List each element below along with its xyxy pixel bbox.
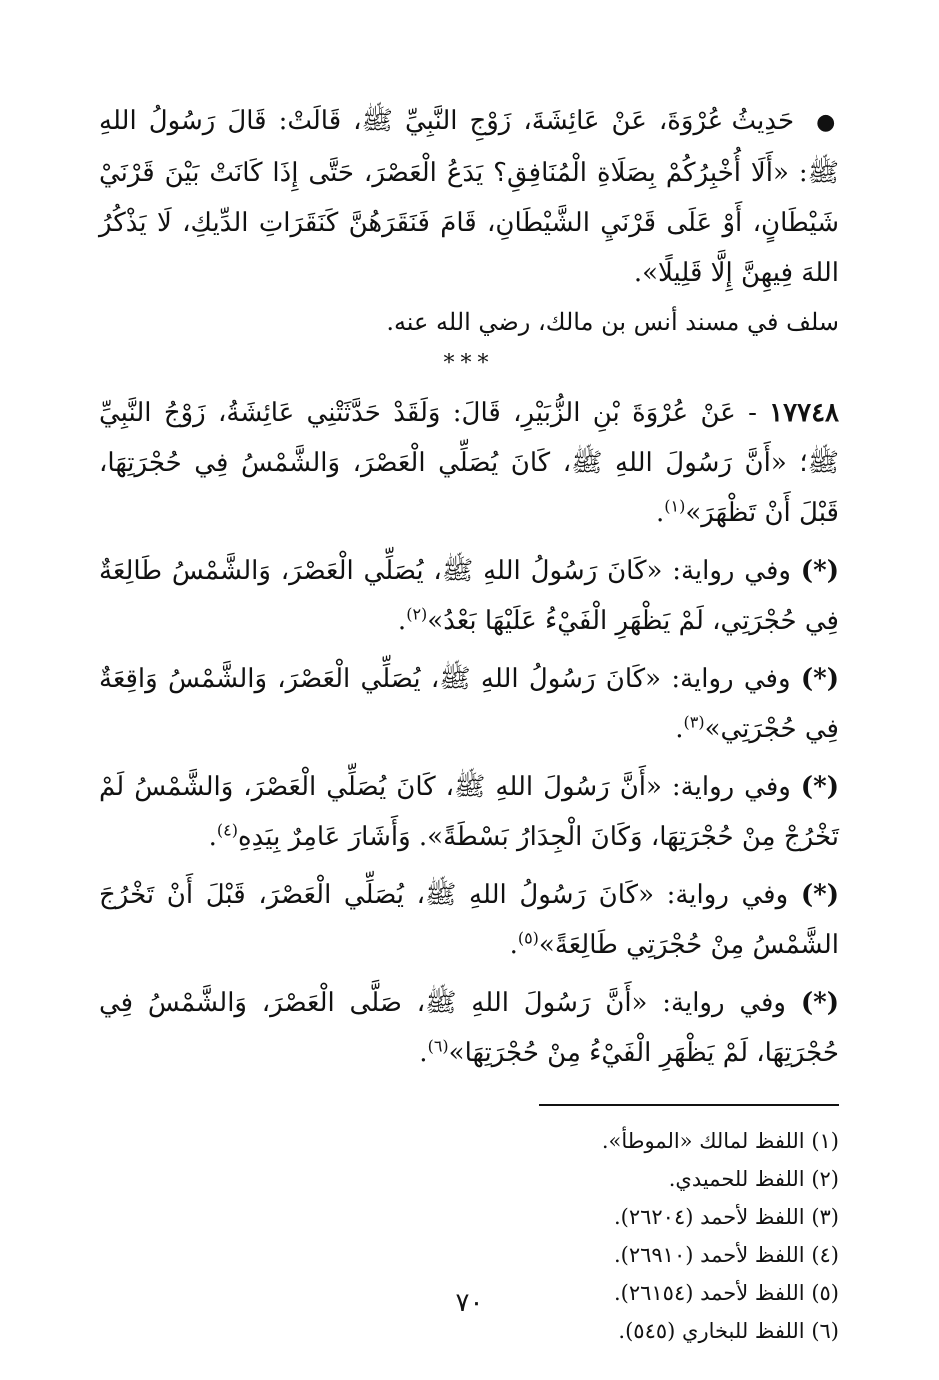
footnote-ref: (٥) <box>517 928 539 948</box>
footnote-ref: (٢) <box>406 604 428 624</box>
bullet-icon: ● <box>816 110 840 135</box>
riwaya-mark: (*) <box>800 772 839 802</box>
riwaya-text: وفي رواية: «أَنَّ رَسُولَ اللهِ ﷺ، كَانَ يُصَلِّي الْعَصْرَ، وَالشَّمْسُ لَمْ تَخْرُجْ مِنْ حُجْرَتِهَا، وَكَانَ الْجِدَارُ بَسْطَةً». وَأَشَارَ عَامِرٌ بِيَدِهِ <box>99 772 839 852</box>
footnote-ref: (٤) <box>216 820 238 840</box>
riwaya-paragraph: (*) وفي رواية: «كَانَ رَسُولُ اللهِ ﷺ، يُصَلِّي الْعَصْرَ، وَالشَّمْسُ وَاقِعَةٌ فِي حُجْرَتِي»$^{(٣)}$. <box>99 664 840 744</box>
riwaya-paragraph: (*) وفي رواية: «أَنَّ رَسُولَ اللهِ ﷺ، صَلَّى الْعَصْرَ، وَالشَّمْسُ فِي حُجْرَتِهَا، لَمْ يَظْهَرِ الْفَيْءُ مِنْ حُجْرَتِهَا»$^{(٦)}$. <box>99 988 840 1068</box>
intro-text: حَدِيثُ عُرْوَةَ، عَنْ عَائِشَةَ، زَوْجِ النَّبِيِّ ﷺ، قَالَتْ: قَالَ رَسُولُ اللهِ ﷺ: «أَلَا أُخْبِرُكُمْ بِصَلَاةِ الْمُنَافِقِ؟ يَدَعُ الْعَصْرَ، حَتَّى إِذَا كَانَتْ بَيْنَ قَرْنَيْ شَيْطَانٍ، أَوْ عَلَى قَرْنَيِ الشَّيْطَانِ، قَامَ فَنَقَرَهُنَّ كَنَقَرَاتِ الدِّيكِ، لَا يَذْكُرُ اللهَ فِيهِنَّ إِلَّا قَلِيلًا». <box>99 106 839 288</box>
footnote: (٣) اللفظ لأحمد (٢٦٢٠٤). <box>613 1205 839 1229</box>
footnote: (٤) اللفظ لأحمد (٢٦٩١٠). <box>613 1243 839 1267</box>
hadith-end: . <box>656 498 665 528</box>
intro-paragraph <box>99 96 839 298</box>
footnote-divider <box>539 1104 839 1106</box>
riwaya-paragraph: (*) وفي رواية: «أَنَّ رَسُولَ اللهِ ﷺ، كَانَ يُصَلِّي الْعَصْرَ، وَالشَّمْسُ لَمْ تَخْرُجْ مِنْ حُجْرَتِهَا، وَكَانَ الْجِدَارُ بَسْطَةً». وَأَشَارَ عَامِرٌ بِيَدِهِ$^{(٤)}$. <box>99 772 839 852</box>
riwaya-mark: (*) <box>800 664 840 694</box>
page-number: ٧٠ <box>455 1288 484 1318</box>
hadith-number: ١٧٧٤٨ <box>769 398 839 428</box>
riwaya-mark: (*) <box>800 880 840 910</box>
riwaya-paragraph: (*) وفي رواية: «كَانَ رَسُولُ اللهِ ﷺ، يُصَلِّي الْعَصْرَ، وَالشَّمْسُ طَالِعَةٌ فِي حُجْرَتِي، لَمْ يَظْهَرِ الْفَيْءُ عَلَيْهَا بَعْدُ»$^{(٢)}$. <box>99 556 839 636</box>
footnote-ref: (٦) <box>427 1036 449 1056</box>
footnote: (١) اللفظ لمالك «الموطأ». <box>601 1129 839 1153</box>
footnote: (٦) اللفظ للبخاري (٥٤٥). <box>618 1319 839 1343</box>
cross-reference-note: سلف في مسند أنس بن مالك، رضي الله عنه. <box>386 308 839 336</box>
hadith-text: - عَنْ عُرْوَةَ بْنِ الزُّبَيْرِ، قَالَ: وَلَقَدْ حَدَّثَتْنِي عَائِشَةُ، زَوْجُ النَّبِيِّ ﷺ؛ «أَنَّ رَسُولَ اللهِ ﷺ، كَانَ يُصَلِّي الْعَصْرَ، وَالشَّمْسُ فِي حُجْرَتِهَا، قَبْلَ أَنْ تَظْهَرَ» <box>99 398 839 528</box>
section-separator: *** <box>443 351 495 376</box>
footnote-ref: (٣) <box>683 712 705 732</box>
hadith-paragraph <box>99 388 839 538</box>
riwaya-text: وفي رواية: «أَنَّ رَسُولَ اللهِ ﷺ، صَلَّى الْعَصْرَ، وَالشَّمْسُ فِي حُجْرَتِهَا، لَمْ يَظْهَرِ الْفَيْءُ مِنْ حُجْرَتِهَا» <box>99 988 839 1068</box>
footnote: (٢) اللفظ للحميدي. <box>668 1167 839 1191</box>
footnote: (٥) اللفظ لأحمد (٢٦١٥٤). <box>613 1281 839 1305</box>
footnote-ref: (١) <box>664 496 686 516</box>
page-body <box>99 96 839 1350</box>
riwaya-mark: (*) <box>800 988 840 1018</box>
riwaya-paragraph: (*) وفي رواية: «كَانَ رَسُولُ اللهِ ﷺ، يُصَلِّي الْعَصْرَ، قَبْلَ أَنْ تَخْرُجَ الشَّمْسُ مِنْ حُجْرَتِي طَالِعَةً»$^{(٥)}$. <box>99 880 840 960</box>
riwaya-text: وفي رواية: «كَانَ رَسُولُ اللهِ ﷺ، يُصَلِّي الْعَصْرَ، وَالشَّمْسُ وَاقِعَةٌ فِي حُجْرَتِي» <box>99 664 839 744</box>
riwaya-text: وفي رواية: «كَانَ رَسُولُ اللهِ ﷺ، يُصَلِّي الْعَصْرَ، قَبْلَ أَنْ تَخْرُجَ الشَّمْسُ مِنْ حُجْرَتِي طَالِعَةً» <box>99 880 839 960</box>
riwaya-text: وفي رواية: «كَانَ رَسُولُ اللهِ ﷺ، يُصَلِّي الْعَصْرَ، وَالشَّمْسُ طَالِعَةٌ فِي حُجْرَتِي، لَمْ يَظْهَرِ الْفَيْءُ عَلَيْهَا بَعْدُ» <box>99 556 839 636</box>
riwaya-mark: (*) <box>800 556 839 586</box>
